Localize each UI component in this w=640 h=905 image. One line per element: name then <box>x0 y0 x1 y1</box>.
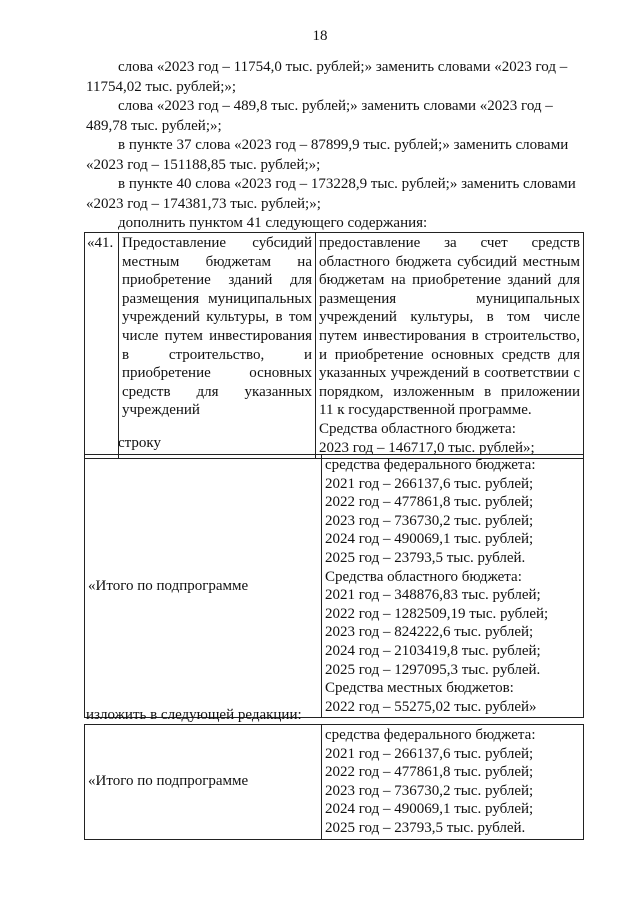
amendment-text: 489,78 тыс. рублей;»; <box>86 117 222 134</box>
amendment-text: в пункте 37 слова «2023 год – 87899,9 тыс. рублей;» заменить словами <box>118 137 569 153</box>
amendment-text: в пункте 40 слова «2023 год – 173228,9 тыс. рублей;» заменить словами <box>118 176 576 192</box>
amendment-text: слова «2023 год – 489,8 тыс. рублей;» заменить словами «2023 год – <box>118 98 553 114</box>
funding-line: Средства областного бюджета: <box>325 568 522 585</box>
funding-line: 2025 год – 23793,5 тыс. рублей. <box>325 549 526 566</box>
amendment-paragraph-3 <box>86 136 584 175</box>
subprogram-total-old-table <box>84 454 584 718</box>
funding-line: 2024 год – 490069,1 тыс. рублей; <box>325 801 534 818</box>
funding-line: 2023 год – 824222,6 тыс. рублей; <box>325 624 534 641</box>
funding-line: 2024 год – 2103419,8 тыс. рублей; <box>325 642 541 659</box>
funding-line: 2024 год – 490069,1 тыс. рублей; <box>325 531 534 548</box>
amendment-paragraph-1 <box>86 58 584 97</box>
funding-line: 2022 год – 477861,8 тыс. рублей; <box>325 764 534 781</box>
amendment-paragraph-2 <box>86 97 584 136</box>
funding-line: Средства областного бюджета: <box>319 420 516 437</box>
measure-description <box>316 233 584 459</box>
funding-line: 2021 год – 348876,83 тыс. рублей; <box>325 587 541 604</box>
funding-line: 2021 год – 266137,6 тыс. рублей; <box>325 745 534 762</box>
amendment-text: 11754,02 тыс. рублей;»; <box>86 78 237 95</box>
amendment-text: слова «2023 год – 11754,0 тыс. рублей;» заменить словами «2023 год – <box>118 59 568 75</box>
amendment-text: «2023 год – 151188,85 тыс. рублей;»; <box>86 156 321 173</box>
intro-point-41: дополнить пунктом 41 следующего содержания: <box>118 215 428 231</box>
funding-line: средства федерального бюджета: <box>325 457 536 473</box>
funding-line: 2023 год – 146717,0 тыс. рублей»; <box>319 439 535 456</box>
funding-lines <box>322 725 584 840</box>
funding-line: 2025 год – 23793,5 тыс. рублей. <box>325 819 526 836</box>
subprogram-total-new-table <box>84 724 584 840</box>
funding-line: средства федерального бюджета: <box>325 727 536 743</box>
funding-lines <box>322 455 584 718</box>
funding-line: 2023 год – 736730,2 тыс. рублей; <box>325 512 534 529</box>
subprogram-total-label: «Итого по подпрограмме <box>85 725 322 840</box>
label-row: строку <box>118 435 161 451</box>
funding-line: 2021 год – 266137,6 тыс. рублей; <box>325 475 534 492</box>
measure-name: Предоставление субсидий местным бюджетам на приобретение зданий для размещения муниципальных учреждений культуры, в том числе путем инвестирования в строительство, и приобретение основных средств для указанных учреждений <box>119 233 316 459</box>
funding-line: 2023 год – 736730,2 тыс. рублей; <box>325 782 534 799</box>
subprogram-total-label: «Итого по подпрограмме <box>85 455 322 718</box>
row-number: «41. <box>85 233 119 459</box>
funding-line: 2022 год – 477861,8 тыс. рублей; <box>325 494 534 511</box>
funding-line: Средства местных бюджетов: <box>325 680 514 697</box>
point-41-table <box>84 232 584 459</box>
funding-line: 2022 год – 55275,02 тыс. рублей» <box>325 698 537 715</box>
funding-line: 2022 год – 1282509,19 тыс. рублей; <box>325 605 549 622</box>
label-edit: изложить в следующей редакции: <box>86 707 302 723</box>
amendment-text: «2023 год – 174381,73 тыс. рублей;»; <box>86 195 321 212</box>
funding-line: 2025 год – 1297095,3 тыс. рублей. <box>325 661 541 678</box>
page-number: 18 <box>312 28 328 44</box>
amendment-paragraph-4 <box>86 175 584 214</box>
description-text: предоставление за счет средств областного бюджета субсидий местным бюджетам на приобретение зданий для размещения муниципальных учреждений культуры, в том числе путем инвестирования в строительство, и приобретение основных средств для указанных учреждений в соответствии с порядком, изложенным в приложении 11 к государственной программе. <box>319 235 580 419</box>
